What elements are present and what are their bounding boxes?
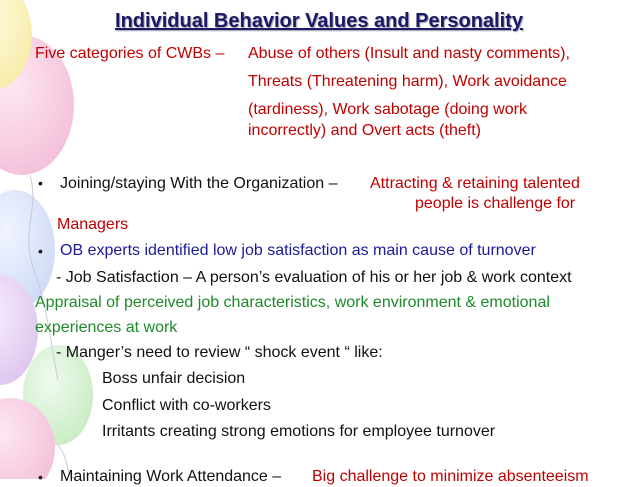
shock-item: Conflict with co-workers (102, 397, 271, 414)
cwb-line-4: incorrectly) and Overt acts (theft) (248, 122, 481, 139)
joining-lead: Joining/staying With the Organization – (60, 175, 338, 192)
cwb-line-1: Abuse of others (Insult and nasty comments), (248, 45, 570, 62)
joining-highlight-2: people is challenge for (415, 195, 576, 212)
shock-lead: - Manger’s need to review “ shock event “ like: (56, 344, 383, 361)
cwb-line-2: Threats (Threatening harm), Work avoidance (248, 73, 567, 90)
attendance-highlight: Big challenge to minimize absenteeism (312, 468, 589, 485)
appraisal-line-1: Appraisal of perceived job characteristics, work environment & emotional (35, 294, 550, 311)
cwb-line-3: (tardiness), Work sabotage (doing work (248, 101, 527, 118)
bullet-ob: • (38, 243, 43, 259)
appraisal-line-2: experiences at work (35, 319, 178, 336)
shock-item: Irritants creating strong emotions for employee turnover (102, 423, 496, 440)
shock-item: Boss unfair decision (102, 370, 246, 387)
joining-highlight-3: Managers (57, 216, 129, 233)
ob-text: OB experts identified low job satisfaction as main cause of turnover (60, 242, 536, 259)
attendance-lead: Maintaining Work Attendance – (60, 468, 282, 485)
slide-title: Individual Behavior Values and Personality (115, 10, 523, 32)
job-satisfaction: - Job Satisfaction – A person’s evaluation of his or her job & work context (56, 269, 572, 286)
joining-highlight-1: Attracting & retaining talented (370, 175, 580, 192)
bullet-joining: • (38, 175, 43, 191)
cwb-lead: Five categories of CWBs – (35, 45, 225, 62)
bullet-attendance: • (38, 469, 43, 485)
